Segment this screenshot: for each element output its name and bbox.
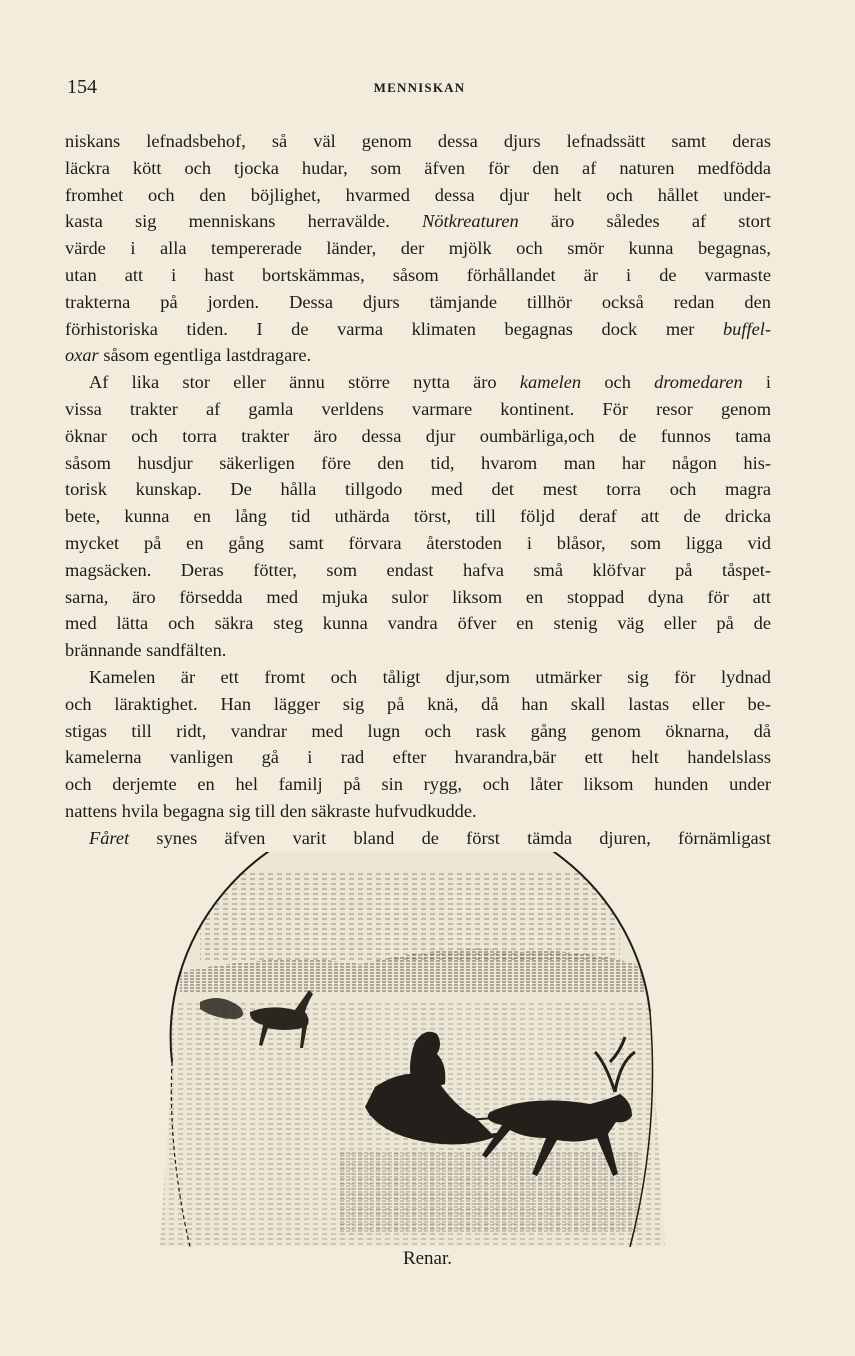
text-segment: och läraktighet. Han lägger sig på knä, då han skall lastas eller be- <box>65 693 771 714</box>
text-line <box>65 450 771 477</box>
text-segment: såsom husdjur säkerligen före den tid, hvarom man har någon his- <box>65 452 771 473</box>
page-header <box>67 76 772 102</box>
text-segment: fromhet och den böjlighet, hvarmed dessa djur helt och hållet under- <box>65 184 771 205</box>
text-segment: vissa trakter af gamla verldens varmare kontinent. För resor genom <box>65 398 771 419</box>
italic-term: kamelen <box>519 372 582 393</box>
text-line <box>65 476 771 503</box>
italic-term: dromedaren <box>654 372 743 393</box>
text-line <box>65 155 771 182</box>
text-line <box>65 637 771 664</box>
text-line <box>65 423 771 450</box>
text-line <box>65 718 771 745</box>
text-segment: och derjemte en hel familj på sin rygg, och låter liksom hunden under <box>65 774 771 795</box>
text-segment: och <box>581 372 655 393</box>
text-segment: Af lika stor eller ännu större nytta äro <box>89 372 520 393</box>
text-line <box>65 342 771 369</box>
text-segment: utan att i hast bortskämmas, såsom förhållandet är i de varmaste <box>65 264 771 285</box>
text-segment: magsäcken. Deras fötter, som endast hafva små klöfvar på tåspet- <box>65 559 771 580</box>
text-segment: såsom egentliga lastdragare. <box>98 345 312 366</box>
text-segment: äro således af stort <box>518 211 771 232</box>
text-segment: brännande sandfälten. <box>65 640 227 661</box>
text-line <box>65 584 771 611</box>
page-number: 154 <box>67 76 97 98</box>
text-segment: stigas till ridt, vandrar med lugn och rask gång genom öknarna, då <box>65 720 771 741</box>
italic-term: Nötkreaturen <box>422 211 519 232</box>
text-segment: kamelerna vanligen gå i rad efter hvarandra,bär ett helt handelslass <box>65 747 771 768</box>
text-line <box>65 235 771 262</box>
text-line <box>65 369 771 396</box>
text-line <box>65 262 771 289</box>
italic-term: buffel- <box>722 318 771 339</box>
text-line <box>65 744 771 771</box>
text-line <box>65 316 771 343</box>
text-segment: värde i alla tempererade länder, der mjölk och smör kunna begagnas, <box>65 238 771 259</box>
text-line <box>65 691 771 718</box>
figure-caption: Renar. <box>402 1248 453 1269</box>
text-line <box>65 798 771 825</box>
text-segment: trakterna på jorden. Dessa djurs tämjande tillhör också redan den <box>65 291 771 312</box>
text-line <box>65 182 771 209</box>
text-line <box>65 530 771 557</box>
text-line <box>65 557 771 584</box>
running-title: MENNISKAN <box>373 80 466 95</box>
text-segment: kasta sig menniskans herravälde. <box>65 211 422 232</box>
text-line <box>65 825 771 852</box>
text-line <box>65 289 771 316</box>
text-segment: sarna, äro försedda med mjuka sulor liksom en stoppad dyna för att <box>65 586 771 607</box>
text-segment: läckra kött och tjocka hudar, som äfven för den af naturen medfödda <box>65 157 771 178</box>
text-line <box>65 664 771 691</box>
text-line <box>65 208 771 235</box>
text-segment: torisk kunskap. De hålla tillgodo med det mest torra och magra <box>65 479 771 500</box>
text-segment: synes äfven varit bland de först tämda djuren, förnämligast <box>129 827 771 848</box>
text-segment: niskans lefnadsbehof, så väl genom dessa djurs lefnadssätt samt deras <box>65 131 771 151</box>
text-segment: i <box>742 372 771 393</box>
italic-term: Fåret <box>89 827 130 848</box>
text-segment: öknar och torra trakter äro dessa djur oumbärliga,och de funnos tama <box>65 425 771 446</box>
text-segment: med lätta och säkra steg kunna vandra öfver en stenig väg eller på de <box>65 613 771 634</box>
reindeer-sled-illustration <box>160 852 665 1247</box>
text-segment: mycket på en gång samt förvara återstoden i blåsor, som ligga vid <box>65 532 771 553</box>
text-line <box>65 396 771 423</box>
body-text <box>65 128 771 852</box>
text-segment: nattens hvila begagna sig till den säkraste hufvudkudde. <box>65 800 477 821</box>
text-segment: Kamelen är ett fromt och tåligt djur,som utmärker sig för lydnad <box>89 666 771 687</box>
text-segment: bete, kunna en lång tid uthärda törst, till följd deraf att de dricka <box>65 506 771 527</box>
sky-hatching <box>200 872 620 962</box>
text-line <box>65 503 771 530</box>
italic-term: oxar <box>65 345 99 366</box>
text-line <box>65 128 771 155</box>
text-line <box>65 771 771 798</box>
text-segment: förhistoriska tiden. I de varma klimaten begagnas dock mer <box>65 318 723 339</box>
text-line <box>65 610 771 637</box>
